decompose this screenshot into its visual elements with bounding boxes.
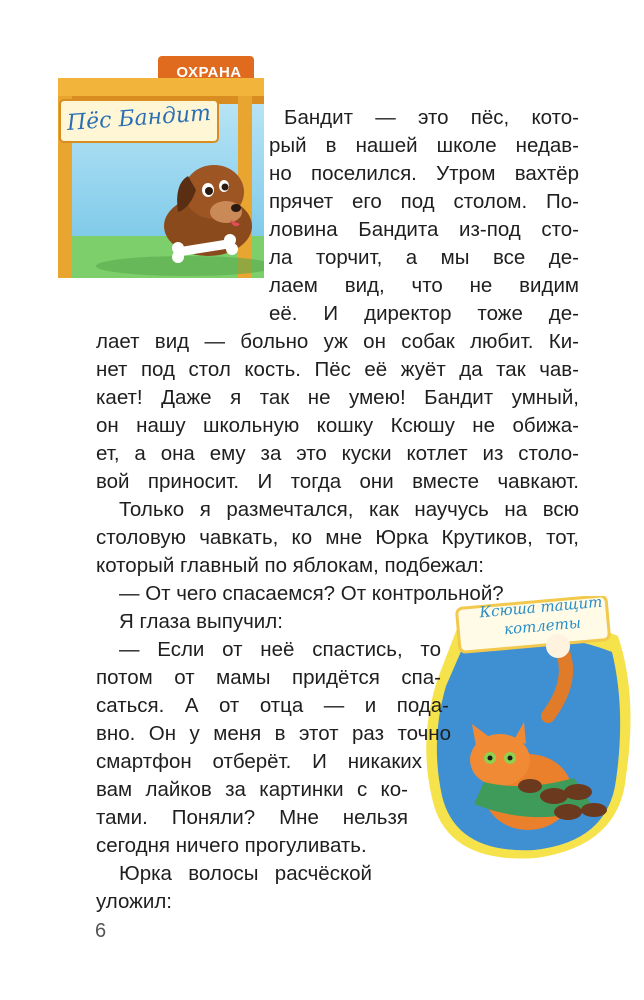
text-line: ловина Бандита из-под сто- [269,218,579,241]
text-line: вам лайков за картинки с ко- [96,778,408,801]
text-line: саться. А от отца — и пода- [96,694,449,717]
text-line: сегодня ничего прогуливать. [96,834,367,857]
text-line: Юрка волосы расчёской [119,862,372,885]
page-number: 6 [95,920,107,942]
text-line: кает! Даже я так не умею! Бандит умный, [96,386,579,409]
text-line: который главный по яблокам, подбежал: [96,554,484,577]
text-line: лаем вид, что не видим [269,274,579,297]
text-line: ла торчит, а мы все де- [269,246,579,269]
text-line: нет под стол кость. Пёс её жуёт да так чав- [96,358,579,381]
text-line: её. И директор тоже де- [269,302,579,325]
text-line: Только я размечтался, как научусь на всю [119,498,579,521]
text-line: прячет его под столом. По- [269,190,579,213]
text-line: лает вид — больно уж он собак любит. Ки- [96,330,579,353]
text-line: вно. Он у меня в этот раз точно [96,722,451,745]
text-line: рый в нашей школе недав- [269,134,579,157]
text-line: тами. Поняли? Мне нельзя [96,806,408,829]
text-line: — От чего спасаемся? От контрольной? [119,582,504,605]
text-line: Я глаза выпучил: [119,610,283,633]
cat-caption-label: Ксюша тащит котлеты [478,592,604,639]
dog-illustration [58,56,264,278]
text-line: смартфон отберёт. И никаких [96,750,422,773]
guard-sign-label: ОХРАНА [176,64,242,81]
text-line: но поселился. Утром вахтёр [269,162,579,185]
text-line: уложил: [96,890,172,913]
text-line: он нашу школьную кошку Ксюшу не обижа- [96,414,579,437]
text-line: — Если от неё спастись, то [119,638,441,661]
text-line: ет, а она ему за это куски котлет из столо- [96,442,579,465]
text-line: вой приносит. И тогда они вместе чавкают. [96,470,579,493]
text-line: потом от мамы придётся спа- [96,666,441,689]
dog-name-label: Пёс Бандит [66,100,212,137]
text-line: Бандит — это пёс, кото- [284,106,579,129]
text-line: столовую чавкать, ко мне Юрка Крутиков, тот, [96,526,579,549]
